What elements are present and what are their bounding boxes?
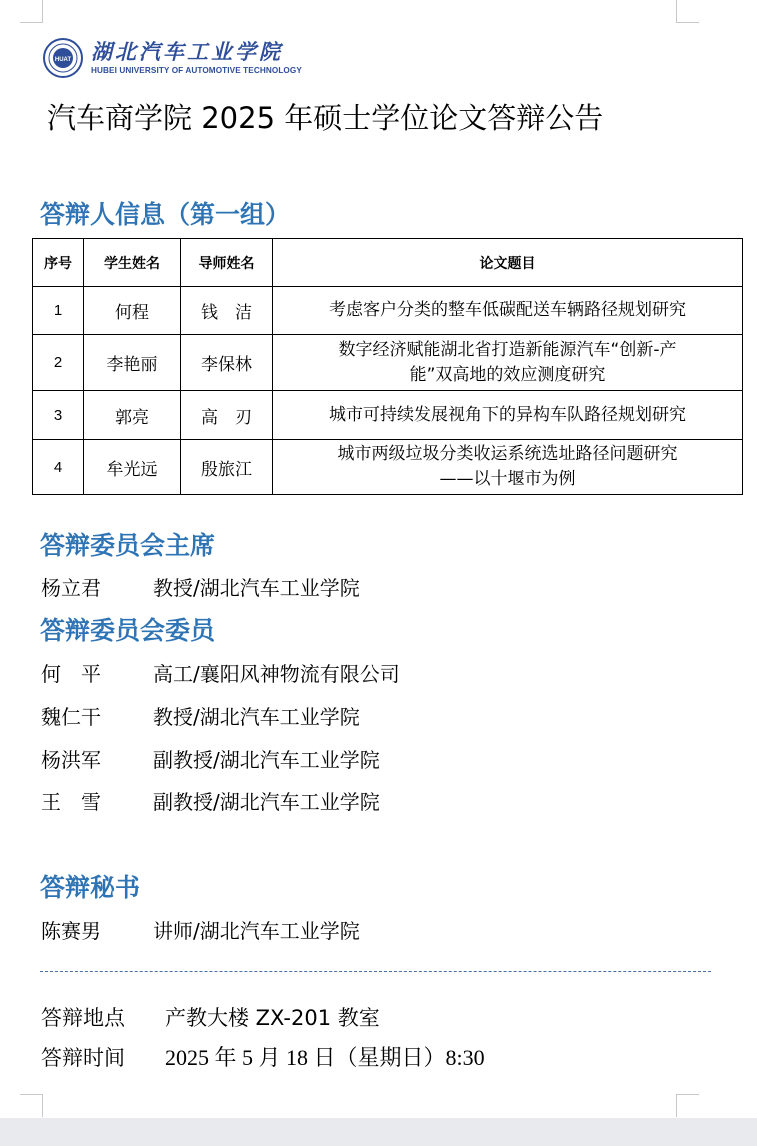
page-bottom-band (0, 1118, 757, 1146)
member-entry (41, 660, 400, 688)
time-value: 2025 年 5 月 18 日（星期日）8:30 (165, 1045, 485, 1070)
row-number: 3 (33, 391, 84, 440)
student-name: 李艳丽 (84, 335, 181, 391)
advisor-name: 殷旅江 (181, 440, 273, 495)
column-header: 学生姓名 (84, 239, 181, 287)
secretary-section-heading: 答辩秘书 (40, 873, 141, 902)
student-name: 何程 (84, 287, 181, 335)
crop-mark-bottom-right (676, 1094, 699, 1117)
table-row (33, 287, 743, 335)
thesis-title: 城市可持续发展视角下的异构车队路径规划研究 (273, 391, 743, 440)
dashed-divider (40, 971, 711, 972)
row-number: 4 (33, 440, 84, 495)
thesis-title: 数字经济赋能湖北省打造新能源汽车“创新-产 能”双高地的效应测度研究 (273, 335, 743, 391)
page-title: 汽车商学院 2025 年硕士学位论文答辩公告 (47, 101, 604, 135)
defender-table (32, 238, 743, 495)
person-title: 讲师/湖北汽车工业学院 (153, 919, 360, 943)
thesis-title: 城市两级垃圾分类收运系统选址路径问题研究 ——以十堰市为例 (273, 440, 743, 495)
student-name: 郭亮 (84, 391, 181, 440)
crop-mark-bottom-left (20, 1094, 43, 1117)
defender-section-heading: 答辩人信息（第一组） (40, 200, 291, 229)
defense-location (41, 1003, 380, 1033)
member-entry (41, 703, 360, 731)
defense-time (41, 1043, 485, 1073)
seal-text: HUAT (54, 57, 72, 63)
university-seal-icon (43, 38, 83, 78)
column-header: 导师姓名 (181, 239, 273, 287)
person-title: 高工/襄阳风神物流有限公司 (153, 662, 400, 686)
advisor-name: 钱 洁 (181, 287, 273, 335)
members-section-heading: 答辩委员会委员 (40, 616, 216, 645)
column-header: 论文题目 (273, 239, 743, 287)
person-title: 副教授/湖北汽车工业学院 (153, 748, 380, 772)
row-number: 2 (33, 335, 84, 391)
location-value: 产教大楼 ZX-201 教室 (165, 1006, 380, 1030)
university-logo (43, 38, 302, 78)
secretary-entry (41, 917, 360, 945)
crop-mark-top-right (676, 0, 699, 23)
logo-english-name: HUBEI UNIVERSITY OF AUTOMOTIVE TECHNOLOGY (91, 66, 302, 75)
thesis-title: 考虑客户分类的整车低碳配送车辆路径规划研究 (273, 287, 743, 335)
person-name: 何 平 (41, 662, 101, 686)
person-name: 杨立君 (41, 576, 101, 600)
table-header-row (33, 239, 743, 287)
row-number: 1 (33, 287, 84, 335)
person-name: 王 雪 (41, 790, 101, 814)
person-title: 教授/湖北汽车工业学院 (153, 705, 360, 729)
column-header: 序号 (33, 239, 84, 287)
chair-section-heading: 答辩委员会主席 (40, 531, 216, 560)
table-row (33, 440, 743, 495)
member-entry (41, 746, 380, 774)
member-entry (41, 788, 380, 816)
crop-mark-top-left (20, 0, 43, 23)
person-title: 副教授/湖北汽车工业学院 (153, 790, 380, 814)
chair-entry (41, 574, 360, 602)
table-row (33, 391, 743, 440)
logo-chinese-name: 湖北汽车工业学院 (91, 39, 283, 64)
time-label: 答辩时间 (41, 1046, 125, 1070)
location-label: 答辩地点 (41, 1006, 125, 1030)
person-title: 教授/湖北汽车工业学院 (153, 576, 360, 600)
advisor-name: 高 刃 (181, 391, 273, 440)
advisor-name: 李保林 (181, 335, 273, 391)
student-name: 牟光远 (84, 440, 181, 495)
person-name: 陈赛男 (41, 919, 101, 943)
person-name: 杨洪军 (41, 748, 101, 772)
person-name: 魏仁干 (41, 705, 101, 729)
table-row (33, 335, 743, 391)
